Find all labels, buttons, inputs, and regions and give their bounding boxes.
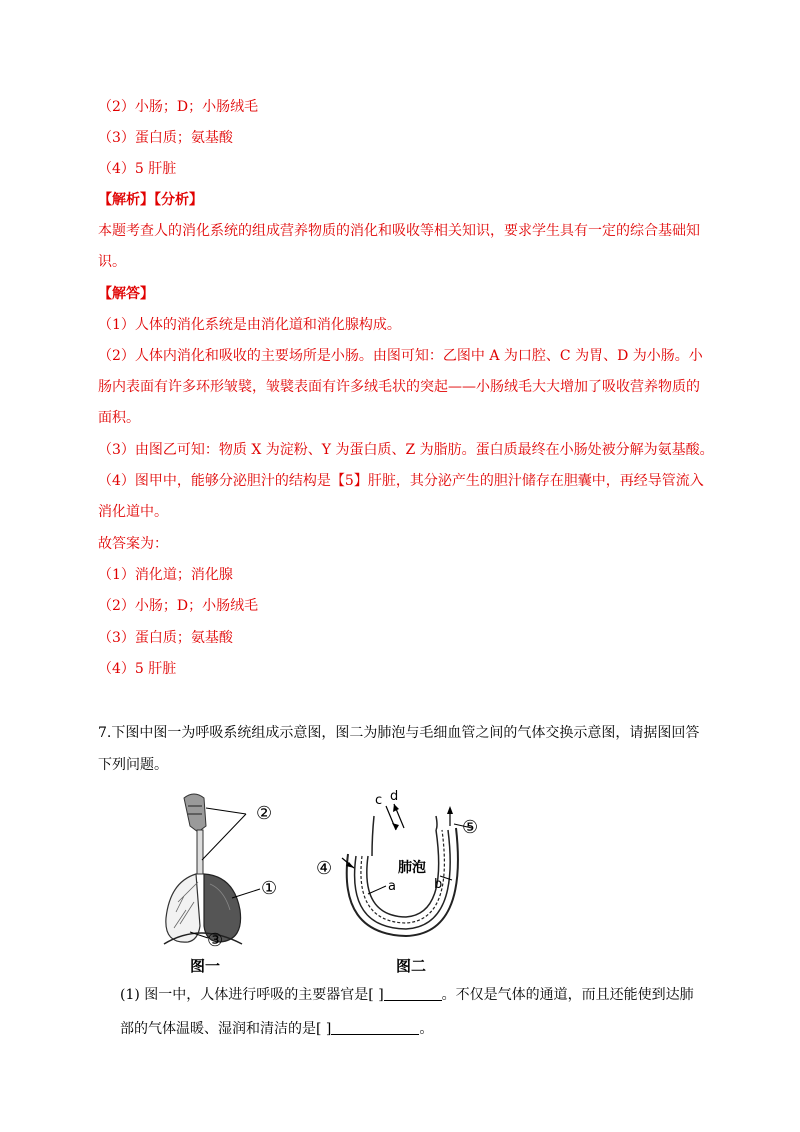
label-b: b (434, 877, 443, 892)
explanation-line: （3）由图乙可知：物质 X 为淀粉、Y 为蛋白质、Z 为脂肪。蛋白质最终在小肠处被分解为氨基酸。 (98, 442, 714, 458)
explanation-line: （4）图甲中，能够分泌胆汁的结构是【5】肝脏，其分泌产生的胆汁储存在胆囊中，再经导管流入 (98, 473, 704, 489)
explanation-line: 消化道中。 (98, 504, 168, 520)
figure-1-caption: 图一 (190, 957, 221, 975)
question-7-stem: 7.下图中图一为呼吸系统组成示意图，图二为肺泡与毛细血管之间的气体交换示意图，请据图回答 (98, 725, 700, 741)
final-answer: （2）小肠；D；小肠绒毛 (98, 598, 259, 614)
label-5: ⑤ (462, 817, 479, 838)
label-a: a (388, 879, 396, 894)
explanation-line: （2）人体内消化和吸收的主要场所是小肠。由图可知：乙图中 A 为口腔、C 为胃、D 为小肠。小 (98, 348, 703, 364)
figure-2-caption: 图二 (396, 957, 427, 975)
explanation-line: （1）人体的消化系统是由消化道和消化腺构成。 (98, 317, 401, 333)
label-4: ④ (316, 858, 333, 879)
label-2: ② (256, 803, 273, 824)
answer-line: （2）小肠；D；小肠绒毛 (98, 99, 259, 115)
explanation-line: 肠内表面有许多环形皱襞，皱襞表面有许多绒毛状的突起——小肠绒毛大大增加了吸收营养物质的 (98, 379, 700, 395)
figure-drawing (150, 786, 479, 976)
answer-blank-2[interactable] (331, 1020, 419, 1035)
sub-question-1-text: (1) 图一中，人体进行呼吸的主要器官是[ ] (120, 987, 384, 1003)
question-7-stem: 下列问题。 (98, 757, 168, 773)
sub-question-1-end: 。 (419, 1021, 434, 1037)
final-heading: 故答案为： (98, 536, 168, 552)
final-answer: （1）消化道；消化腺 (98, 567, 233, 583)
label-alveolus: 肺泡 (398, 860, 426, 876)
answer-line: （3）蛋白质；氨基酸 (98, 130, 233, 146)
label-1: ① (261, 878, 278, 899)
label-d: d (390, 789, 399, 804)
analysis-heading: 【解析】【分析】 (98, 192, 203, 208)
sub-question-1-text-line2: 部的气体温暖、湿润和清洁的是[ ] (120, 1021, 332, 1037)
answer-line: （4）5 肝脏 (98, 161, 177, 177)
final-answer: （3）蛋白质；氨基酸 (98, 630, 233, 646)
final-answer: （4）5 肝脏 (98, 661, 177, 677)
sub-question-1-line-2 (120, 1019, 433, 1039)
respiratory-figure (150, 786, 479, 976)
sub-question-1-text-cont: 。不仅是气体的通道，而且还能使到达肺 (441, 987, 694, 1003)
analysis-text: 识。 (98, 254, 126, 270)
answer-blank-1[interactable] (384, 986, 442, 1001)
analysis-text: 本题考查人的消化系统的组成营养物质的消化和吸收等相关知识，要求学生具有一定的综合基础知 (98, 223, 700, 239)
label-3: ③ (207, 930, 224, 951)
respiratory-system-illustration (164, 794, 260, 944)
answer-heading: 【解答】 (98, 286, 154, 302)
explanation-line: 面积。 (98, 410, 140, 426)
sub-question-1 (120, 985, 694, 1005)
label-c: c (375, 793, 383, 808)
